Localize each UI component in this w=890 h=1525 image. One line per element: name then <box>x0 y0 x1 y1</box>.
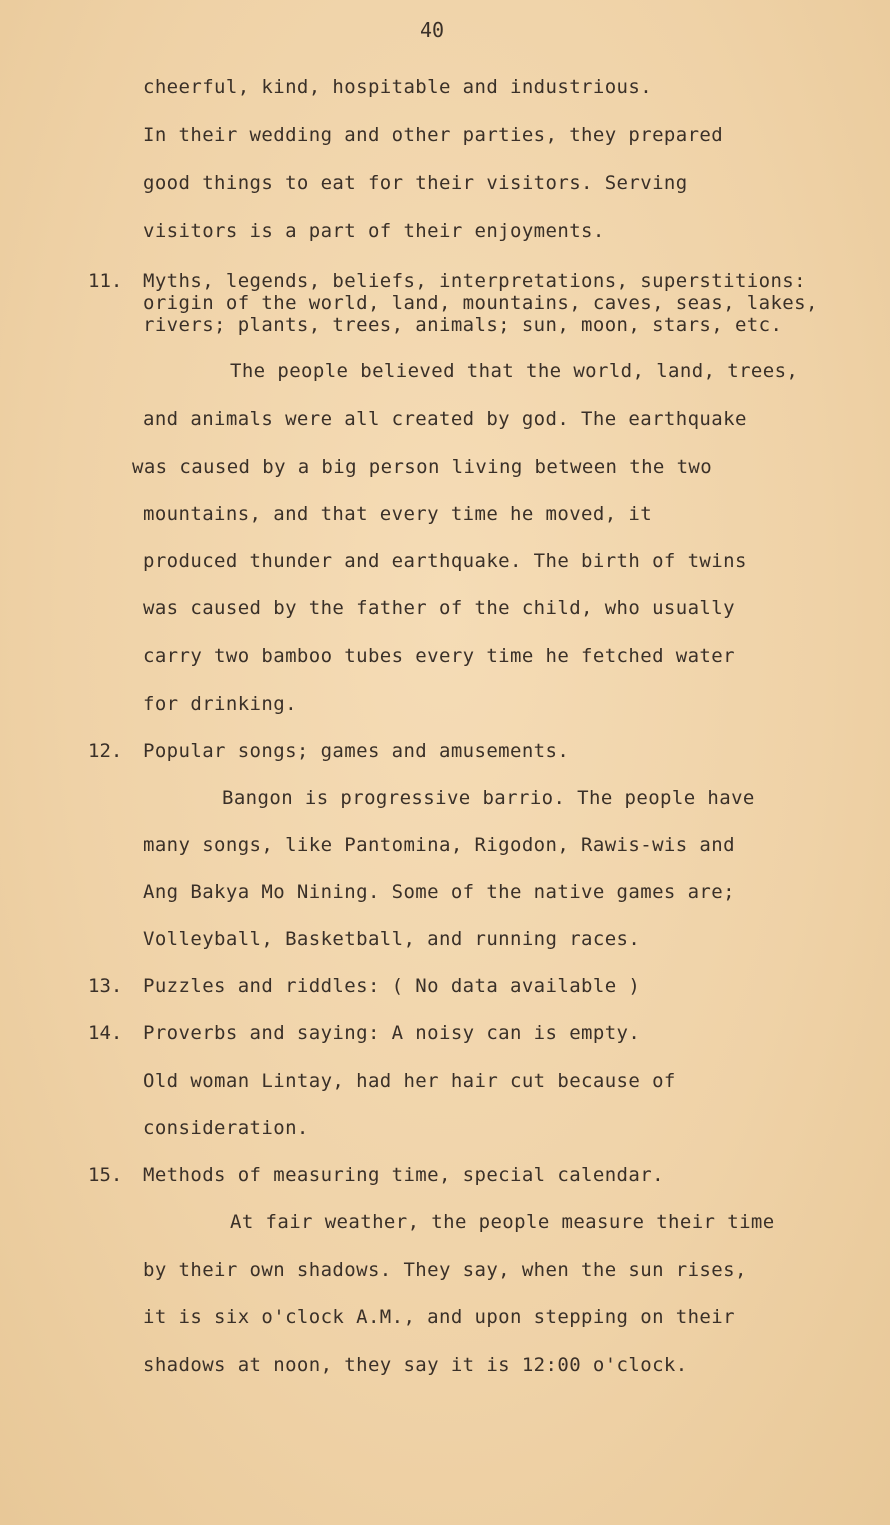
text-line: was caused by a big person living between the two <box>132 456 713 478</box>
text-line: many songs, like Pantomina, Rigodon, Rawis-wis and <box>143 834 735 856</box>
item-heading: rivers; plants, trees, animals; sun, moon, stars, etc. <box>143 314 783 336</box>
text-line: cheerful, kind, hospitable and industrious. <box>143 76 653 98</box>
text-line: mountains, and that every time he moved, it <box>143 503 653 525</box>
item-number: 12. <box>88 740 123 762</box>
text-line: The people believed that the world, land, trees, <box>230 360 799 382</box>
text-line: for drinking. <box>143 693 297 715</box>
page-number: 40 <box>420 18 445 42</box>
text-line: and animals were all created by god. The earthquake <box>143 408 747 430</box>
text-line: it is six o'clock A.M., and upon stepping on their <box>143 1306 735 1328</box>
text-line: Old woman Lintay, had her hair cut because of <box>143 1070 676 1092</box>
item-number: 14. <box>88 1022 123 1044</box>
text-line: At fair weather, the people measure their time <box>230 1211 775 1233</box>
text-line: shadows at noon, they say it is 12:00 o'clock. <box>143 1354 688 1376</box>
item-number: 11. <box>88 270 123 292</box>
text-line: Bangon is progressive barrio. The people have <box>222 787 755 809</box>
text-line: Ang Bakya Mo Nining. Some of the native games are; <box>143 881 735 903</box>
text-line: produced thunder and earthquake. The birth of twins <box>143 550 747 572</box>
text-line: was caused by the father of the child, who usually <box>143 597 735 619</box>
item-heading: Popular songs; games and amusements. <box>143 740 570 762</box>
text-line: In their wedding and other parties, they prepared <box>143 124 724 146</box>
item-heading: origin of the world, land, mountains, caves, seas, lakes, <box>143 292 818 314</box>
item-heading: Puzzles and riddles: ( No data available ) <box>143 975 641 997</box>
item-heading: Methods of measuring time, special calendar. <box>143 1164 664 1186</box>
text-line: good things to eat for their visitors. Serving <box>143 172 688 194</box>
text-line: visitors is a part of their enjoyments. <box>143 220 605 242</box>
item-heading: Myths, legends, beliefs, interpretations, superstitions: <box>143 270 806 292</box>
item-heading: Proverbs and saying: A noisy can is empty. <box>143 1022 641 1044</box>
item-number: 13. <box>88 975 123 997</box>
text-line: Volleyball, Basketball, and running races. <box>143 928 641 950</box>
text-line: by their own shadows. They say, when the sun rises, <box>143 1259 747 1281</box>
item-number: 15. <box>88 1164 123 1186</box>
text-line: consideration. <box>143 1117 309 1139</box>
text-line: carry two bamboo tubes every time he fetched water <box>143 645 735 667</box>
